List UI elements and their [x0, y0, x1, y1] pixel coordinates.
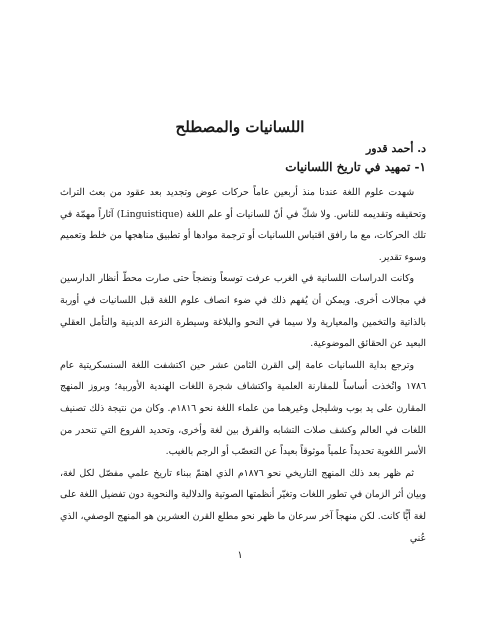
section-heading: ١- تمهيد في تاريخ اللسانيات — [285, 160, 426, 174]
paragraph: وترجع بداية اللسانيات عامة إلى القرن الثامن عشر حين اكتشفت اللغة السنسكريتية عام ١٧٨٦ واتُخذت أساساً للمقارنة العلمية واكتشاف شجرة اللغات الهندية الأوربية؛ وبروز المنهج المقارن على يد بوب وشليجل وغيرهما من علماء اللغة نحو ١٨١٦م. وكان من نتيجة ذلك تصنيف اللغات في العالم وكشف صلات التشابه والفرق بين لغة وأخرى، وتحديد الفروع التي تنحدر من الأسر اللغوية تحديداً علمياً موثوقاً بعيداً عن التعصّب أو الرجم بالغيب. — [60, 359, 426, 458]
paragraph: وكانت الدراسات اللسانية في الغرب عرفت توسعاً ونضجاً حتى صارت محطّ أنظار الدارسين في مجالات أخرى. ويمكن أن يُفهم ذلك في ضوء انصاف علوم اللغة قبل اللسانيات في أوربة بالذاتية والتخمين والمعيارية ولا سيما في النحو والبلاغة وسيطرة النزعة الدينية والتأمل العقلي البعيد عن الحقائق الموضوعية. — [60, 273, 426, 350]
page-number: ١ — [237, 550, 243, 561]
author-name: د. أحمد قدور — [365, 142, 426, 155]
page-title: اللسانيات والمصطلح — [175, 118, 305, 136]
body-text — [60, 182, 426, 549]
paragraph: ثم ظهر بعد ذلك المنهج التاريخي نحو ١٨٧٦م الذي اهتمّ ببناء تاريخ علمي مفصّل لكل لغة، وبيان أثر الزمان في تطور اللغات وتغيّر أنظمتها الصوتية والدلالية والنحوية دون تفضيل اللغة على لغة أيًّا كانت. لكن منهجاً آخر سرعان ما ظهر نحو مطلع القرن العشرين هو المنهج الوصفي، الذي عُني — [60, 467, 426, 544]
paragraph: شهدت علوم اللغة عندنا منذ أربعين عاماً حركات عوض وتجديد بعد عقود من بعث التراث وتحقيقه وتقديمه للناس. ولا شكّ في أنّ للسانيات أو علم اللغة (Linguistique) آثاراً مهمّة في تلك الحركات، مع ما رافق اقتباس اللسانيات أو ترجمة موادها أو تطبيق مناهجها من خلط وتعميم وسوء تقدير. — [60, 187, 426, 263]
